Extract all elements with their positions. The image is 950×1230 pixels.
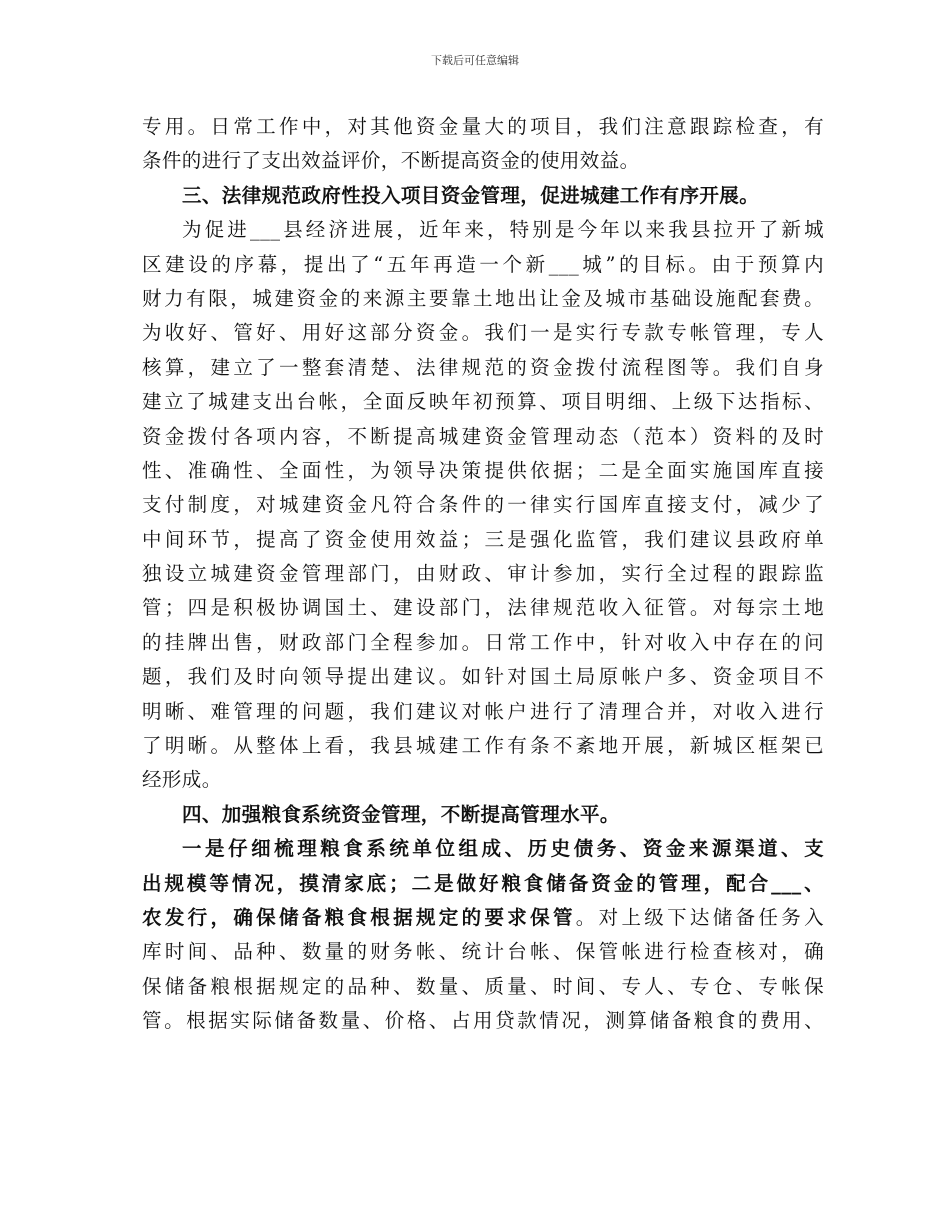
page-header: 下载后可任意编辑 bbox=[431, 54, 519, 67]
paragraph-line: 条件的进行了支出效益评价，不断提高资金的使用效益。 bbox=[142, 149, 640, 173]
paragraph-line: 为促进___县经济进展，近年来，特别是今年以来我县拉开了新城 bbox=[182, 218, 824, 242]
paragraph-line: 独设立城建资金管理部门，由财政、审计参加，实行全过程的跟踪监 bbox=[142, 562, 824, 586]
paragraph-line: 明晰、难管理的问题，我们建议对帐户进行了清理合并，对收入进行 bbox=[142, 699, 824, 723]
paragraph-line: 为收好、管好、用好这部分资金。我们一是实行专款专帐管理，专人 bbox=[142, 321, 824, 345]
paragraph-line: 区建设的序幕，提出了“五年再造一个新___城”的目标。由于预算内 bbox=[142, 252, 824, 276]
paragraph-line: 资金拨付各项内容，不断提高城建资金管理动态（范本）资料的及时 bbox=[142, 424, 824, 448]
paragraph-line: 库时间、品种、数量的财务帐、统计台帐、保管帐进行检查核对，确 bbox=[142, 940, 824, 964]
paragraph-line: 的挂牌出售，财政部门全程参加。日常工作中，针对收入中存在的问 bbox=[142, 630, 824, 654]
document-body bbox=[142, 110, 824, 1039]
paragraph-line: 核算，建立了一整套清楚、法律规范的资金拨付流程图等。我们自身 bbox=[142, 355, 824, 379]
paragraph-line: 专用。日常工作中，对其他资金量大的项目，我们注意跟踪检查，有 bbox=[142, 115, 824, 138]
paragraph-line: 题，我们及时向领导提出建议。如针对国土局原帐户多、资金项目不 bbox=[142, 665, 824, 689]
paragraph-line: 建立了城建支出台帐，全面反映年初预算、项目明细、上级下达指标、 bbox=[142, 390, 824, 414]
paragraph-line: 中间环节，提高了资金使用效益；三是强化监管，我们建议县政府单 bbox=[142, 527, 824, 551]
paragraph-line: 保储备粮根据规定的品种、数量、质量、时间、专人、专仓、专帐保 bbox=[142, 974, 824, 998]
paragraph-line: 财力有限，城建资金的来源主要靠土地出让金及城市基础设施配套费。 bbox=[142, 286, 824, 310]
paragraph-line: 经形成。 bbox=[142, 768, 222, 792]
paragraph-line: 支付制度，对城建资金凡符合条件的一律实行国库直接支付，减少了 bbox=[142, 493, 824, 517]
paragraph-line: 出规模等情况，摸清家底；二是做好粮食储备资金的管理，配合___、 bbox=[142, 871, 824, 895]
section-heading: 三、法律规范政府性投入项目资金管理，促进城建工作有序开展。 bbox=[182, 183, 760, 207]
normal-segment: 。对上级下达储备任务入 bbox=[575, 905, 824, 929]
paragraph-line: 管；四是积极协调国土、建设部门，法律规范收入征管。对每宗土地 bbox=[142, 596, 824, 620]
paragraph-line: 了明晰。从整体上看，我县城建工作有条不紊地开展，新城区框架已 bbox=[142, 734, 824, 758]
section-heading: 四、加强粮食系统资金管理，不断提高管理水平。 bbox=[182, 802, 620, 826]
paragraph-line: 管。根据实际储备数量、价格、占用贷款情况，测算储备粮食的费用、 bbox=[142, 1009, 824, 1033]
paragraph-line-mixed bbox=[142, 901, 824, 935]
paragraph-line: 一是仔细梳理粮食系统单位组成、历史债务、资金来源渠道、支 bbox=[182, 837, 824, 861]
bold-segment: 农发行，确保储备粮食根据规定的要求保管 bbox=[142, 905, 576, 929]
paragraph-line: 性、准确性、全面性，为领导决策提供依据；二是全面实施国库直接 bbox=[142, 458, 824, 482]
